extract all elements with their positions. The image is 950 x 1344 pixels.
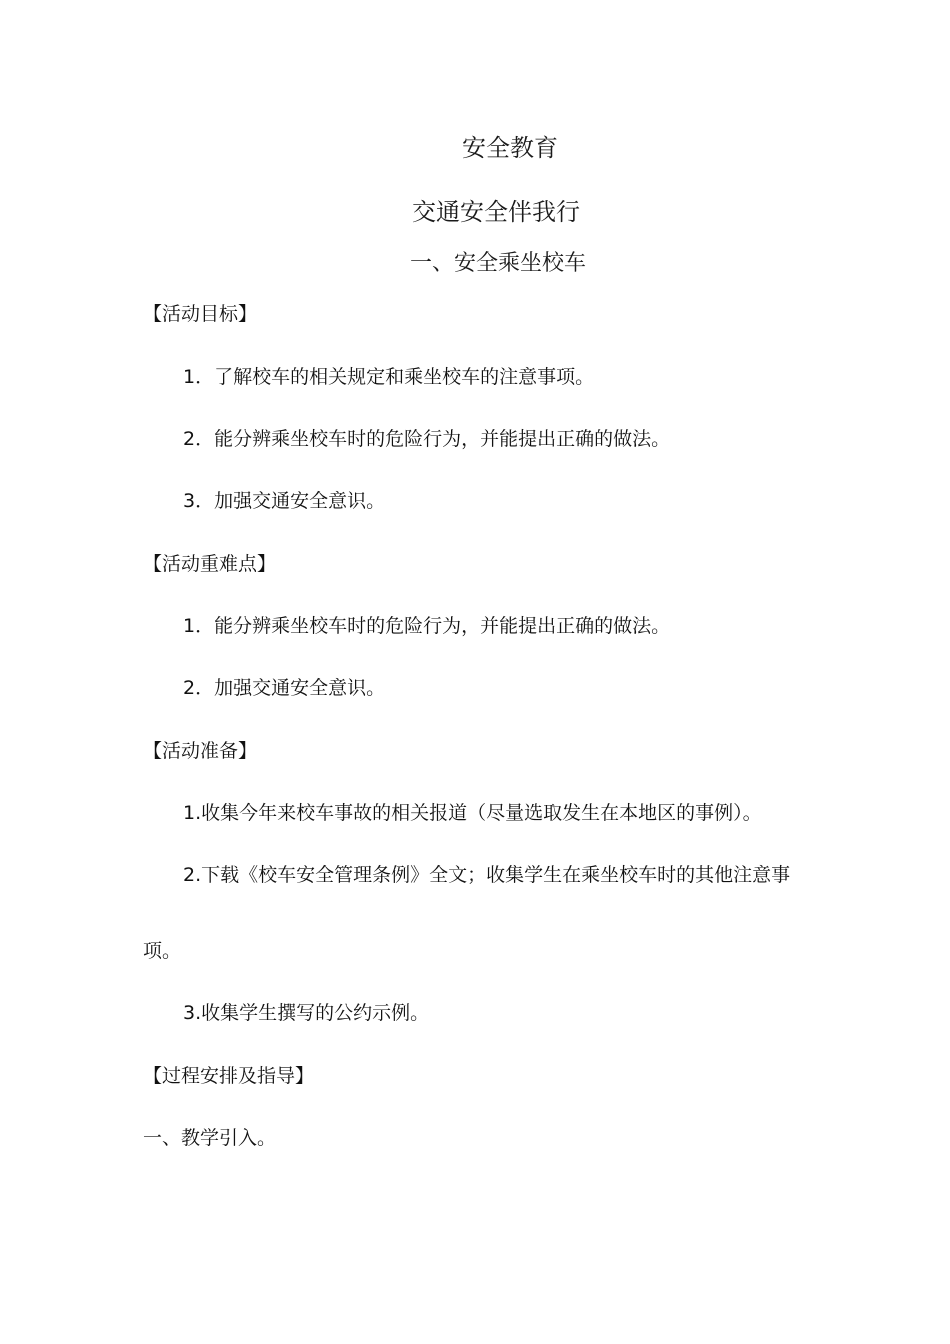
preparation-item: 2.下载《校车安全管理条例》全文；收集学生在乘坐校车时的其他注意事: [183, 864, 791, 886]
goal-item: 3．加强交通安全意识。: [183, 490, 386, 512]
preparation-item: 1.收集今年来校车事故的相关报道（尽量选取发生在本地区的事例）。: [183, 802, 762, 824]
preparation-heading: 【活动准备】: [143, 740, 258, 762]
goal-item: 1．了解校车的相关规定和乘坐校车的注意事项。: [183, 366, 595, 388]
key-point-item: 1．能分辨乘坐校车时的危险行为，并能提出正确的做法。: [183, 615, 671, 637]
process-step: 一、教学引入。: [143, 1127, 277, 1149]
preparation-item: 3.收集学生撰写的公约示例。: [183, 1002, 430, 1024]
goal-item: 2．能分辨乘坐校车时的危险行为，并能提出正确的做法。: [183, 428, 671, 450]
key-points-heading: 【活动重难点】: [143, 553, 277, 575]
process-heading: 【过程安排及指导】: [143, 1065, 315, 1087]
section-title: 一、安全乘坐校车: [410, 251, 587, 276]
document-subtitle: 交通安全伴我行: [412, 198, 580, 226]
key-point-item: 2．加强交通安全意识。: [183, 677, 386, 699]
goals-heading: 【活动目标】: [143, 303, 258, 325]
document-title: 安全教育: [462, 134, 558, 162]
preparation-item-continuation: 项。: [143, 940, 182, 962]
